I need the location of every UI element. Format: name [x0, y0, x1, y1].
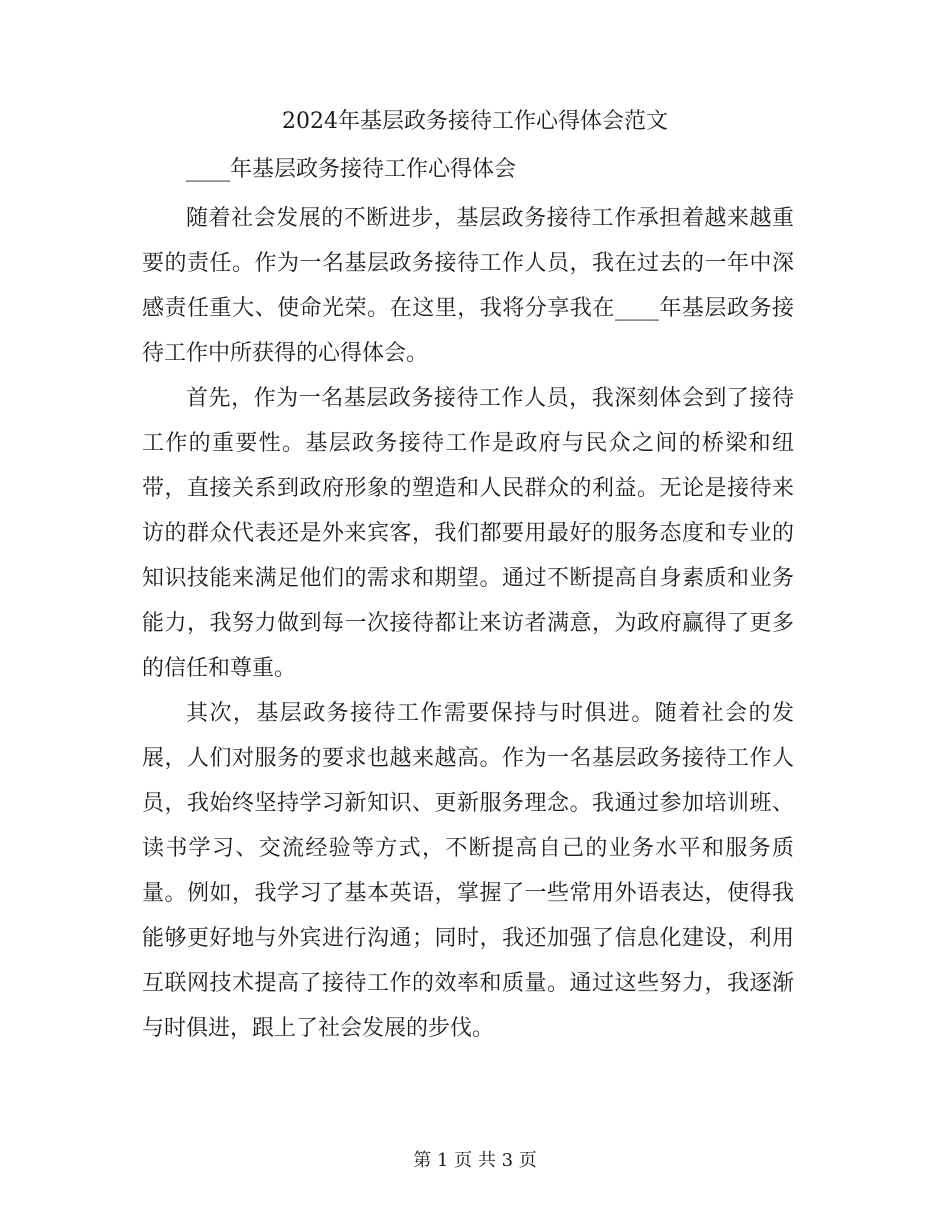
document-title: 2024年基层政务接待工作心得体会范文 [282, 109, 668, 134]
paragraph: 其次，基层政务接待工作需要保持与时俱进。随着社会的发展，人们对服务的要求也越来越高。作为一名基层政务接待工作人员，我始终坚持学习新知识、更新服务理念。我通过参加培训班、读书学习、交流经验等方式，不断提高自己的业务水平和服务质量。例如，我学习了基本英语，掌握了一些常用外语表达，使得我能够更好地与外宾进行沟通；同时，我还加强了信息化建设，利用互联网技术提高了接待工作的效率和质量。通过这些努力，我逐渐与时俱进，跟上了社会发展的步伐。 [142, 701, 794, 1041]
document-subtitle: ____年基层政务接待工作心得体会 [186, 157, 517, 182]
document-body [142, 196, 794, 1051]
paragraph: 随着社会发展的不断进步，基层政务接待工作承担着越来越重要的责任。作为一名基层政务接待工作人员，我在过去的一年中深感责任重大、使命光荣。在这里，我将分享我在____年基层政务接待工作中所获得的心得体会。 [142, 206, 794, 366]
page-footer: 第 1 页 共 3 页 [413, 1150, 537, 1171]
paragraph: 首先，作为一名基层政务接待工作人员，我深刻体会到了接待工作的重要性。基层政务接待工作是政府与民众之间的桥梁和纽带，直接关系到政府形象的塑造和人民群众的利益。无论是接待来访的群众代表还是外来宾客，我们都要用最好的服务态度和专业的知识技能来满足他们的需求和期望。通过不断提高自身素质和业务能力，我努力做到每一次接待都让来访者满意，为政府赢得了更多的信任和尊重。 [142, 386, 794, 681]
